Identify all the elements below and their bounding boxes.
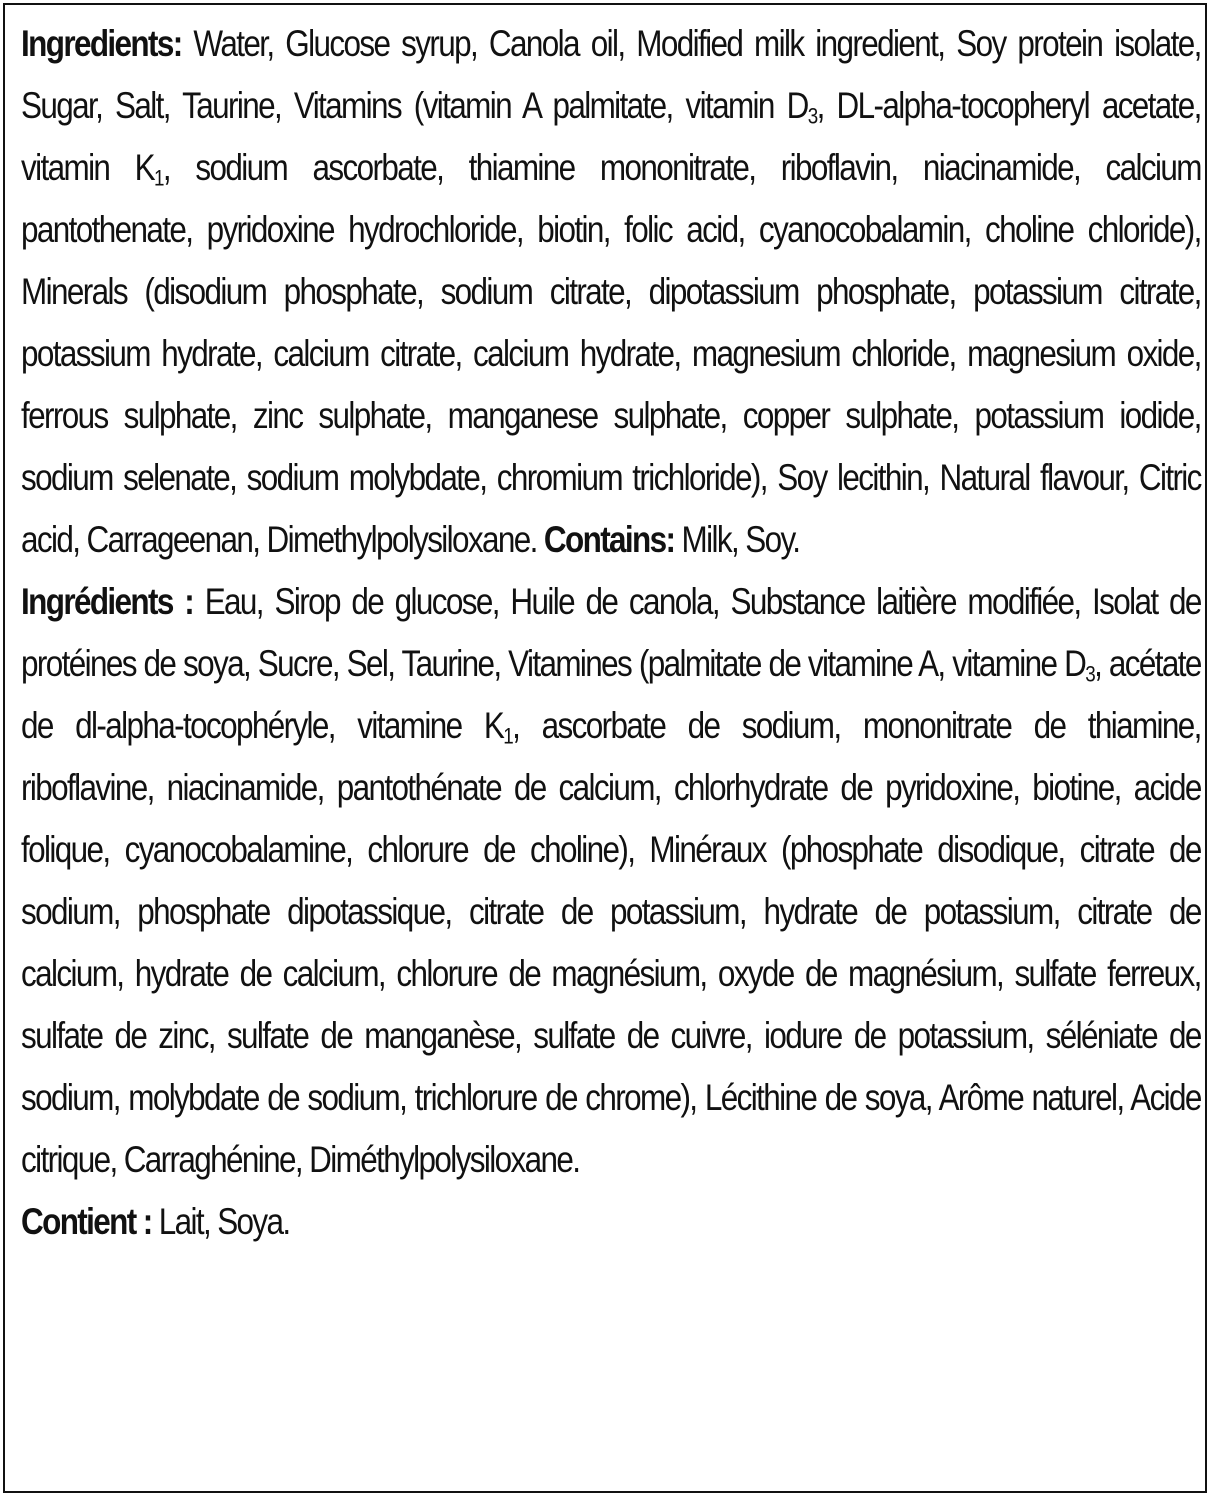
french-ingredients-text-1: Eau, Sirop de glucose, Huile de canola, Substance laitière modifiée, Isolat de protéines de soya, Sucre, Sel, Taurine, Vitamines (palmitate de vitamine A, vitamine D [21, 581, 1201, 684]
english-ingredients [21, 13, 1201, 571]
english-ingredients-text-1: Water, Glucose syrup, Canola oil, Modified milk ingredient, Soy protein isolate, Sugar, Salt, Taurine, Vitamins (vitamin A palmitate, vitamin D [21, 23, 1201, 126]
french-contains [21, 1191, 1201, 1253]
english-contains-text: Milk, Soy. [674, 519, 800, 560]
french-subscript-k: 1 [503, 723, 513, 749]
english-contains-label: Contains: [543, 519, 675, 560]
label-text-block [21, 13, 1201, 1253]
french-ingredients-label: Ingrédients : [21, 581, 194, 622]
english-subscript-k: 1 [154, 165, 163, 191]
french-contains-label: Contient : [21, 1201, 152, 1242]
french-ingredients-text-3: , ascorbate de sodium, mononitrate de thiamine, riboflavine, niacinamide, pantothénate de calcium, chlorhydrate de pyridoxine, biotine, acide folique, cyanocobalamine, chlorure de choline), Minéraux (phosphate disodique, citrate de sodium, phosphate dipotassique, citrate de potassium, hydrate de potassium, citrate de calcium, hydrate de calcium, chlorure de magnésium, oxyde de magnésium, sulfate ferreux, sulfate de zinc, sulfate de manganèse, sulfate de cuivre, iodure de potassium, séléniate de sodium, molybdate de sodium, trichlorure de chrome), Lécithine de soya, Arôme naturel, Acide citrique, Carraghénine, Diméthylpolysiloxane. [21, 705, 1201, 1180]
french-contains-text: Lait, Soya. [151, 1201, 290, 1242]
english-ingredients-text-2: , DL-alpha-tocopheryl acetate, vitamin K [21, 85, 1201, 188]
french-ingredients-text-2: , acétate de dl-alpha-tocophéryle, vitamine K [21, 643, 1201, 746]
english-subscript-d: 3 [807, 103, 817, 129]
english-ingredients-label: Ingredients: [21, 23, 182, 64]
english-ingredients-text-3: , sodium ascorbate, thiamine mononitrate, riboflavin, niacinamide, calcium pantothenate, pyridoxine hydrochloride, biotin, folic acid, cyanocobalamin, choline chloride), Minerals (disodium phosphate, sodium citrate, dipotassium phosphate, potassium citrate, potassium hydrate, calcium citrate, calcium hydrate, magnesium chloride, magnesium oxide, ferrous sulphate, zinc sulphate, manganese sulphate, copper sulphate, potassium iodide, sodium selenate, sodium molybdate, chromium trichloride), Soy lecithin, Natural flavour, Citric acid, Carrageenan, Dimethylpolysiloxane. [21, 147, 1201, 560]
ingredients-panel [3, 3, 1207, 1493]
french-subscript-d: 3 [1085, 661, 1095, 687]
french-ingredients [21, 571, 1201, 1191]
